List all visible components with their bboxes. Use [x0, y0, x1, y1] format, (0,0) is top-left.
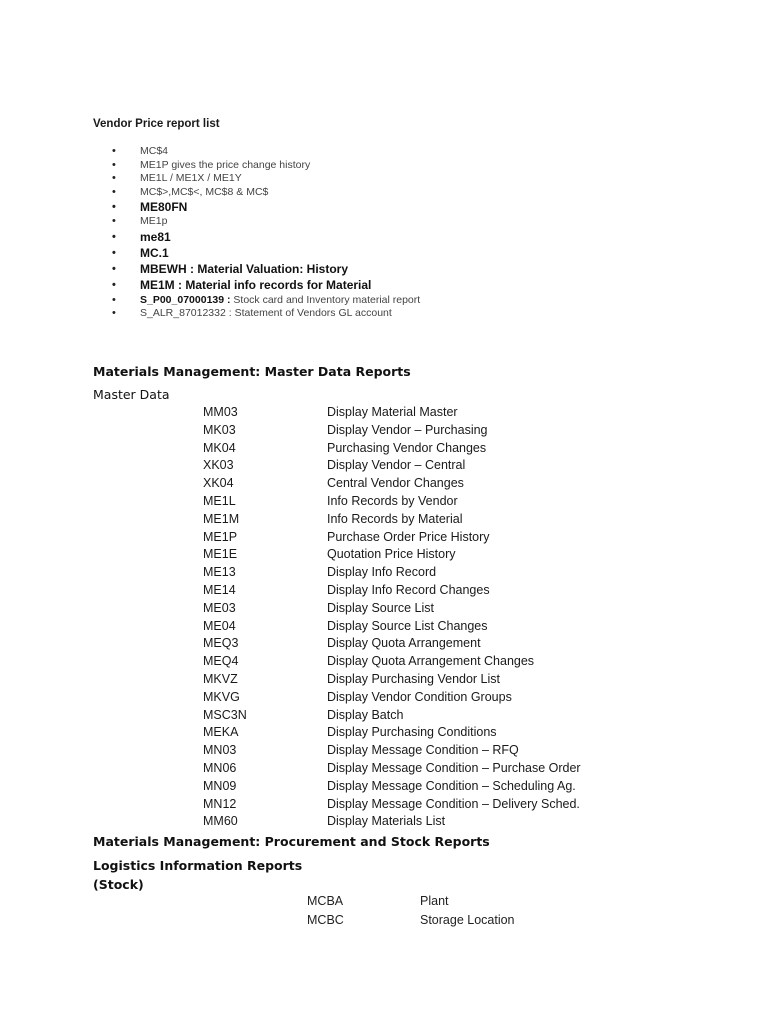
mm-master-data-heading: Materials Management: Master Data Reports: [93, 364, 411, 379]
transaction-code: ME13: [203, 565, 236, 580]
transaction-code: ME03: [203, 600, 236, 615]
transaction-code: MCBA: [307, 894, 344, 908]
logistics-info-heading: Logistics Information Reports: [93, 858, 303, 873]
transaction-code: MKVG: [203, 689, 240, 704]
bullet-item: [112, 186, 420, 200]
transaction-code: MM60: [203, 814, 238, 829]
transaction-code: ME14: [203, 582, 236, 597]
bullet-item: [112, 199, 420, 215]
transaction-description: Display Message Condition – Purchase Order: [327, 760, 581, 775]
transaction-code: ME1P: [203, 529, 238, 544]
transaction-description: Display Purchasing Conditions: [327, 725, 497, 740]
master-data-heading: Master Data: [93, 387, 170, 402]
transaction-code: MEQ3: [203, 636, 239, 651]
transaction-code: MEKA: [203, 725, 239, 740]
vendor-price-report-title: Vendor Price report list: [93, 118, 220, 130]
procurement-stock-heading: Materials Management: Procurement and Stock Reports: [93, 834, 490, 849]
transaction-description: Display Source List: [327, 600, 434, 615]
bullet-item: [112, 215, 420, 229]
bullet-item-text: ME1p: [140, 215, 168, 227]
transaction-code: XK04: [203, 476, 234, 491]
vendor-price-bullet-list: [112, 145, 420, 320]
bullet-item-text: MBEWH : Material Valuation: History: [140, 261, 349, 276]
transaction-code: MSC3N: [203, 707, 247, 722]
transaction-description: Display Vendor – Purchasing: [327, 422, 488, 437]
transaction-description: Display Purchasing Vendor List: [327, 671, 501, 686]
transaction-description: Display Message Condition – RFQ: [327, 743, 519, 758]
bullet-item: [112, 277, 420, 293]
transaction-description: Display Vendor – Central: [327, 458, 466, 473]
transaction-description: Display Message Condition – Delivery Sched.: [327, 796, 580, 811]
transaction-description: Purchase Order Price History: [327, 529, 490, 544]
bullet-item: [112, 229, 420, 245]
transaction-code: MN06: [203, 760, 237, 775]
transaction-code: XK03: [203, 458, 234, 473]
transaction-description: Info Records by Material: [327, 511, 463, 526]
transaction-code: MCBC: [307, 913, 344, 927]
transaction-description: Purchasing Vendor Changes: [327, 440, 487, 455]
transaction-code: MN03: [203, 743, 237, 758]
bullet-item: [112, 172, 420, 186]
transaction-description: Display Vendor Condition Groups: [327, 689, 512, 704]
transaction-description: Info Records by Vendor: [327, 493, 458, 508]
bullet-item: [112, 261, 420, 277]
transaction-code: MN12: [203, 796, 237, 811]
transaction-code: MM03: [203, 405, 238, 419]
bullet-item: [112, 159, 420, 173]
transaction-code: MKVZ: [203, 671, 238, 686]
transaction-code: ME1M: [203, 511, 240, 526]
transaction-code: MK03: [203, 422, 236, 437]
transaction-description: Plant: [420, 894, 449, 908]
transaction-description: Display Batch: [327, 707, 404, 722]
transaction-description: Display Material Master: [327, 405, 458, 419]
transaction-description: Quotation Price History: [327, 547, 456, 562]
bullet-item-text: MC.1: [140, 245, 169, 260]
transaction-description: Display Message Condition – Scheduling Ag.: [327, 778, 576, 793]
transaction-description: Storage Location: [420, 913, 515, 927]
transaction-code: ME1L: [203, 493, 236, 508]
transaction-description: Display Materials List: [327, 814, 446, 829]
bullet-item-text: ME80FN: [140, 200, 188, 214]
bullet-item: [112, 307, 420, 321]
bullet-item-text: Stock card and Inventory material report: [230, 293, 421, 306]
transaction-description: Display Quota Arrangement Changes: [327, 654, 535, 669]
bullet-item-text: ME1P gives the price change history: [140, 158, 311, 171]
transaction-description: Display Info Record: [327, 565, 437, 580]
transaction-code: MEQ4: [203, 654, 239, 669]
bullet-item: [112, 145, 420, 159]
transaction-description: Display Source List Changes: [327, 618, 488, 633]
bullet-item-text: MC$>,MC$<, MC$8 & MC$: [140, 185, 269, 198]
transaction-code: MK04: [203, 440, 236, 455]
transaction-code: MN09: [203, 778, 237, 793]
bullet-item-text: S_ALR_87012332 : Statement of Vendors GL account: [140, 306, 392, 319]
bullet-item-text: ME1L / ME1X / ME1Y: [140, 172, 242, 184]
transaction-description: Display Info Record Changes: [327, 582, 490, 597]
bullet-item: [112, 293, 420, 307]
transaction-code: ME1E: [203, 547, 238, 562]
bullet-item-text: MC$4: [140, 145, 169, 157]
stock-heading: (Stock): [93, 877, 144, 892]
transaction-code: ME04: [203, 618, 236, 633]
transaction-description: Display Quota Arrangement: [327, 636, 481, 651]
bullet-item: [112, 245, 420, 261]
bullet-item-text: ME1M : Material info records for Material: [140, 277, 372, 292]
transaction-description: Central Vendor Changes: [327, 476, 464, 491]
bullet-item-text: me81: [140, 229, 171, 244]
bullet-item-code: S_P00_07000139 :: [140, 293, 231, 306]
